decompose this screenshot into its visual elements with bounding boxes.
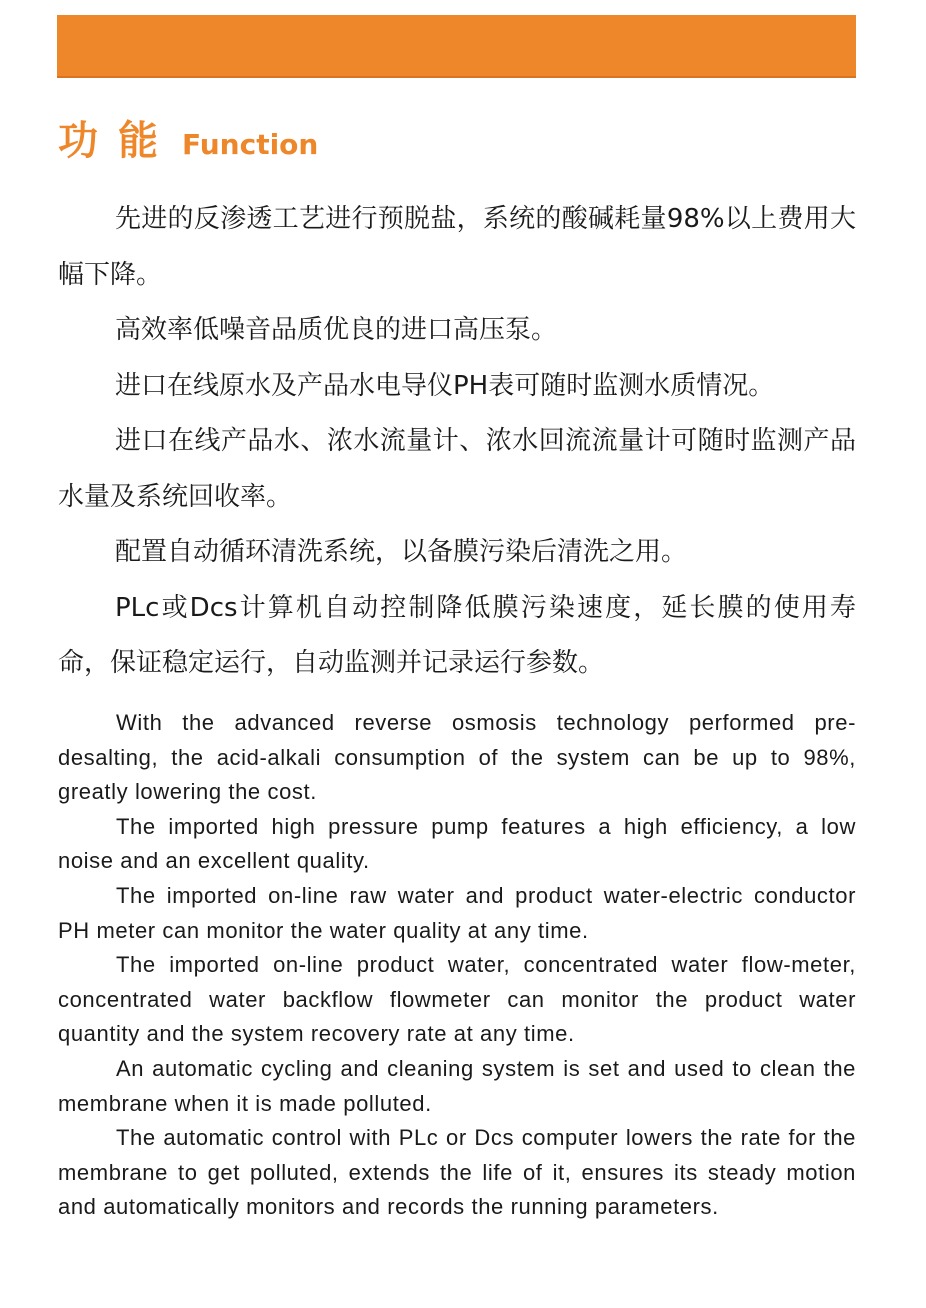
cn-paragraph: 先进的反渗透工艺进行预脱盐，系统的酸碱耗量98%以上费用大幅下降。: [58, 204, 856, 290]
chinese-description: [58, 192, 856, 692]
english-description: [58, 706, 856, 1225]
en-paragraph: The automatic control with PLc or Dcs computer lowers the rate for the membrane to get polluted, extends the life of it, ensures its steady motion and automatically monitors and records the running parameters.: [58, 1125, 856, 1220]
cn-paragraph: 配置自动循环清洗系统，以备膜污染后清洗之用。: [115, 537, 688, 567]
en-paragraph: The imported high pressure pump features a high efficiency, a low noise and an excellent quality.: [58, 813, 856, 874]
cn-paragraph: 高效率低噪音品质优良的进口高压泵。: [115, 315, 558, 345]
header-accent-bar: [57, 15, 856, 76]
heading-title-cn: 功能: [58, 118, 178, 164]
cn-paragraph: PLc或Dcs计算机自动控制降低膜污染速度，延长膜的使用寿命，保证稳定运行，自动监测并记录运行参数。: [58, 592, 856, 678]
cn-paragraph: 进口在线产品水、浓水流量计、浓水回流流量计可随时监测产品水量及系统回收率。: [58, 426, 856, 512]
en-paragraph: The imported on-line product water, concentrated water flow-meter, concentrated water backflow flowmeter can monitor the product water quantity and the system recovery rate at any time.: [58, 952, 856, 1047]
en-paragraph: With the advanced reverse osmosis technology performed pre-desalting, the acid-alkali consumption of the system can be up to 98%, greatly lowering the cost.: [58, 710, 856, 805]
en-paragraph: The imported on-line raw water and product water-electric conductor PH meter can monitor the water quality at any time.: [58, 882, 856, 943]
cn-paragraph: 进口在线原水及产品水电导仪PH表可随时监测水质情况。: [115, 370, 775, 401]
section-heading: [58, 113, 318, 169]
heading-title-en: Function: [182, 128, 319, 161]
en-paragraph: An automatic cycling and cleaning system is set and used to clean the membrane when it is made polluted.: [58, 1055, 856, 1116]
